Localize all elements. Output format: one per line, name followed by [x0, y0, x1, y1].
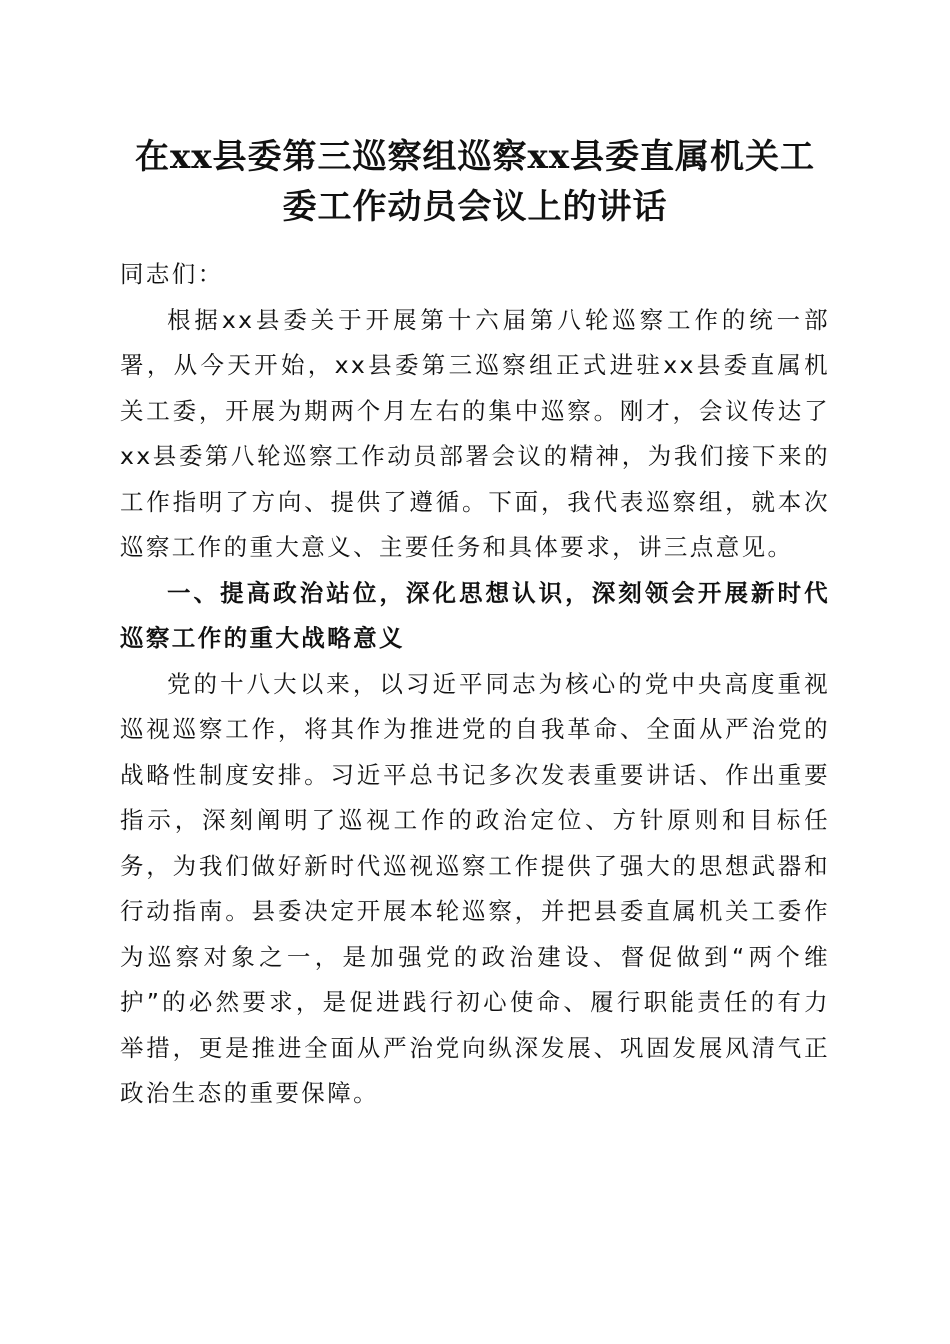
title-line-2: 委工作动员会议上的讲话: [282, 187, 668, 227]
paragraph-intro: 根据xx县委关于开展第十六届第八轮巡察工作的统一部署，从今天开始，xx县委第三巡察组正式进驻xx县委直属机关工委，开展为期两个月左右的集中巡察。刚才，会议传达了xx县委第八轮巡察工作动员部署会议的精神，为我们接下来的工作指明了方向、提供了遵循。下面，我代表巡察组，就本次巡察工作的重大意义、主要任务和具体要求，讲三点意见。: [120, 305, 830, 561]
paragraph-significance: 党的十八大以来，以习近平同志为核心的党中央高度重视巡视巡察工作，将其作为推进党的自我革命、全面从严治党的战略性制度安排。习近平总书记多次发表重要讲话、作出重要指示，深刻阐明了巡视工作的政治定位、方针原则和目标任务，为我们做好新时代巡视巡察工作提供了强大的思想武器和行动指南。县委决定开展本轮巡察，并把县委直属机关工委作为巡察对象之一，是加强党的政治建设、督促做到“两个维护”的必然要求，是促进践行初心使命、履行职能责任的有力举措，更是推进全面从严治党向纵深发展、巩固发展风清气正政治生态的重要保障。: [120, 669, 830, 1107]
page-title: [100, 132, 850, 232]
section-heading-1: 一、提高政治站位，深化思想认识，深刻领会开展新时代巡察工作的重大战略意义: [120, 578, 830, 652]
title-line-1: 在xx县委第三巡察组巡察xx县委直属机关工: [134, 137, 816, 177]
document-body: [120, 252, 830, 1117]
salutation: 同志们：: [120, 260, 224, 288]
